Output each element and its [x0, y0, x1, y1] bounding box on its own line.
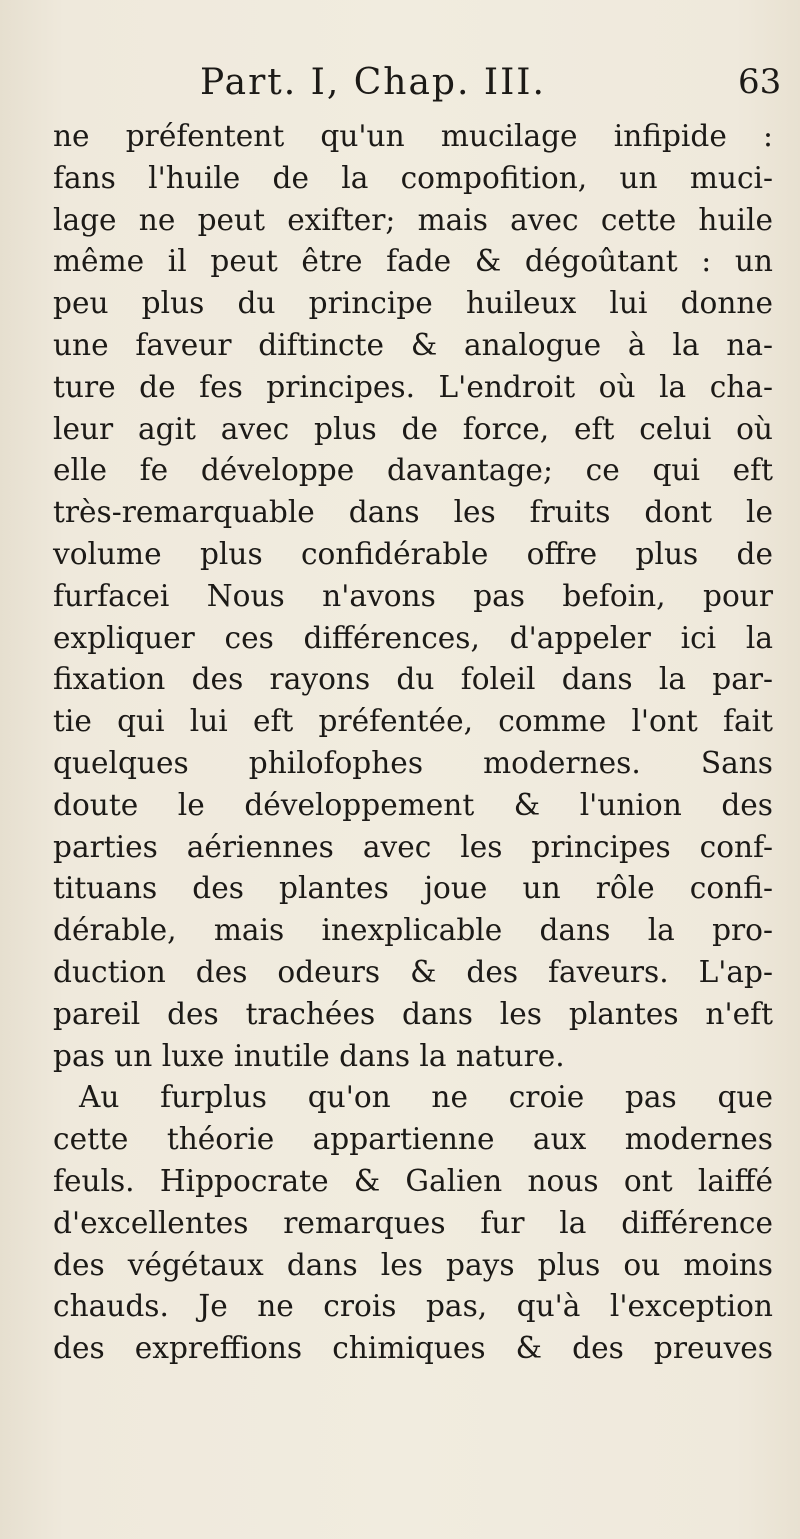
text-line: ture de fes principes. L'endroit où la cha-	[53, 369, 773, 404]
text-line: tituans des plantes joue un rôle confi-	[53, 871, 773, 906]
text-line: lage ne peut exifter; mais avec cette huile	[53, 202, 773, 237]
text-line: leur agit avec plus de force, eft celui où	[53, 411, 773, 446]
text-line: cette théorie appartienne aux modernes	[53, 1122, 773, 1157]
running-head-title: Part. I, Chap. III.	[200, 62, 546, 103]
text-line: quelques philofophes modernes. Sans	[53, 745, 773, 780]
text-line: ne préfentent qu'un mucilage infipide :	[53, 119, 773, 153]
paragraph-start-line: Au furplus qu'on ne croie pas que	[79, 1080, 773, 1115]
text-line: doute le développement & l'union des	[53, 787, 773, 822]
page-number: 63	[738, 62, 782, 102]
text-line: fixation des rayons du foleil dans la par-	[53, 662, 773, 697]
text-line: des végétaux dans les pays plus ou moins	[53, 1247, 773, 1282]
text-line: tie qui lui eft préfentée, comme l'ont fait	[53, 704, 773, 739]
text-line: peu plus du principe huileux lui donne	[53, 286, 773, 321]
text-line: même il peut être fade & dégoûtant : un	[53, 244, 773, 279]
text-line: duction des odeurs & des faveurs. L'ap-	[53, 954, 773, 989]
text-line: furfacei Nous n'avons pas befoin, pour	[53, 578, 773, 613]
body-text	[53, 116, 773, 1370]
text-line: expliquer ces différences, d'appeler ici la	[53, 620, 773, 655]
text-line: elle fe développe davantage; ce qui eft	[53, 453, 773, 488]
text-line: très-remarquable dans les fruits dont le	[53, 495, 773, 530]
text-line: feuls. Hippocrate & Galien nous ont laiffé	[53, 1163, 773, 1198]
text-line: dérable, mais inexplicable dans la pro-	[53, 913, 773, 948]
text-line: une faveur diftincte & analogue à la na-	[53, 327, 773, 362]
text-line: parties aériennes avec les principes conf-	[53, 829, 773, 864]
text-line: des expreffions chimiques & des preuves	[53, 1331, 773, 1366]
text-line: volume plus confidérable offre plus de	[53, 536, 773, 571]
paragraph-end-line: pas un luxe inutile dans la nature.	[53, 1038, 565, 1073]
running-head	[0, 62, 800, 112]
text-line: chauds. Je ne crois pas, qu'à l'exception	[53, 1289, 773, 1324]
text-line: fans l'huile de la compofition, un muci-	[53, 160, 773, 195]
text-line: d'excellentes remarques fur la différence	[53, 1205, 773, 1240]
text-line: pareil des trachées dans les plantes n'eft	[53, 996, 773, 1031]
